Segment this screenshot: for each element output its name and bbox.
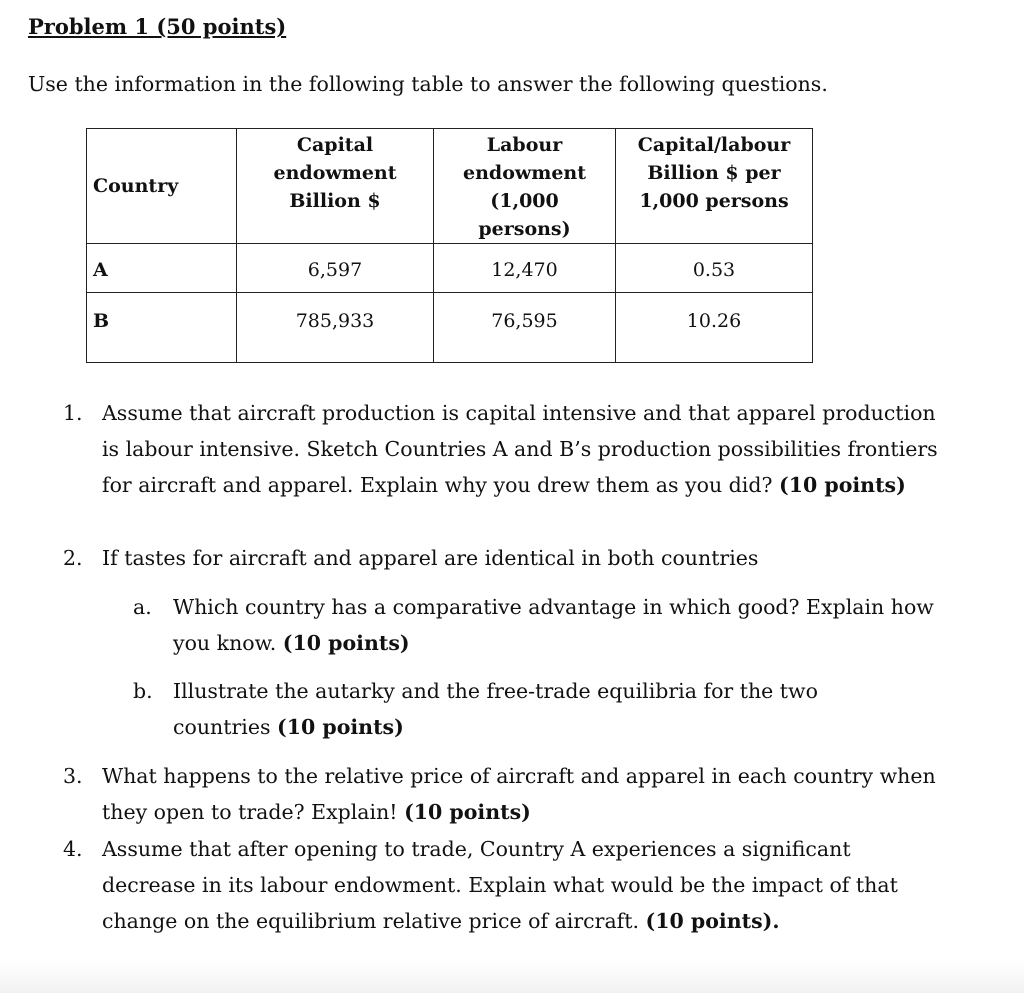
header-line: Capital/labour [637, 134, 791, 156]
question-number: 1. [63, 401, 83, 425]
cell-capital: 6,597 [237, 244, 434, 293]
problem-title: Problem 1 (50 points) [28, 14, 287, 39]
header-line: 1,000 persons [639, 190, 789, 212]
question-points: (10 points) [779, 473, 906, 497]
cell-ratio: 0.53 [616, 244, 813, 293]
question-text: If tastes for aircraft and apparel are identical in both countries [102, 546, 759, 570]
header-line: Billion $ per [647, 162, 781, 184]
cell-labour: 76,595 [434, 293, 616, 363]
question-text: Illustrate the autarky and the free-trade equilibria for the two countries [173, 679, 818, 739]
question-number: 2. [63, 546, 83, 570]
cell-country: A [87, 244, 237, 293]
question-text: Assume that aircraft production is capital intensive and that apparel production is labour intensive. Sketch Countries A and B’s production possibilities frontiers for aircraft and apparel. Explain why you drew them as you did? [102, 401, 938, 497]
header-country: Country [87, 129, 237, 244]
cell-ratio: 10.26 [616, 293, 813, 363]
cell-labour: 12,470 [434, 244, 616, 293]
question-text: What happens to the relative price of aircraft and apparel in each country when they open to trade? Explain! [102, 764, 936, 824]
header-line: (1,000 [490, 190, 559, 212]
question-points: (10 points) [404, 800, 531, 824]
question-points: (10 points). [645, 909, 780, 933]
question-3 [63, 758, 943, 830]
question-2b [133, 673, 893, 745]
question-points: (10 points) [282, 631, 410, 655]
question-text: Which country has a comparative advantage in which good? Explain how you know. [173, 595, 934, 655]
header-line: Capital [296, 134, 374, 156]
endowment-table [86, 128, 813, 363]
cell-country: B [87, 293, 237, 363]
page-bottom-edge [0, 960, 1024, 993]
header-capital [237, 129, 434, 244]
question-points: (10 points) [277, 715, 404, 739]
header-labour [434, 129, 616, 244]
question-2 [63, 540, 943, 576]
intro-text: Use the information in the following table to answer the following questions. [28, 72, 828, 96]
question-number: 4. [63, 837, 83, 861]
table-header-row [87, 129, 813, 244]
question-2a [133, 589, 943, 661]
question-number: a. [133, 595, 152, 619]
header-ratio [616, 129, 813, 244]
header-line: Labour [486, 134, 563, 156]
question-text: Assume that after opening to trade, Country A experiences a significant decrease in its labour endowment. Explain what would be the impact of that change on the equilibrium relative price of aircraft. [102, 837, 898, 933]
table-row [87, 293, 813, 363]
header-line: persons) [478, 218, 571, 240]
header-line: Billion $ [289, 190, 381, 212]
header-line: endowment [273, 162, 397, 184]
cell-capital: 785,933 [237, 293, 434, 363]
header-line: endowment [463, 162, 586, 184]
table-row [87, 244, 813, 293]
question-number: 3. [63, 764, 83, 788]
question-number: b. [133, 679, 153, 703]
question-1 [63, 395, 943, 503]
question-4 [63, 831, 933, 939]
